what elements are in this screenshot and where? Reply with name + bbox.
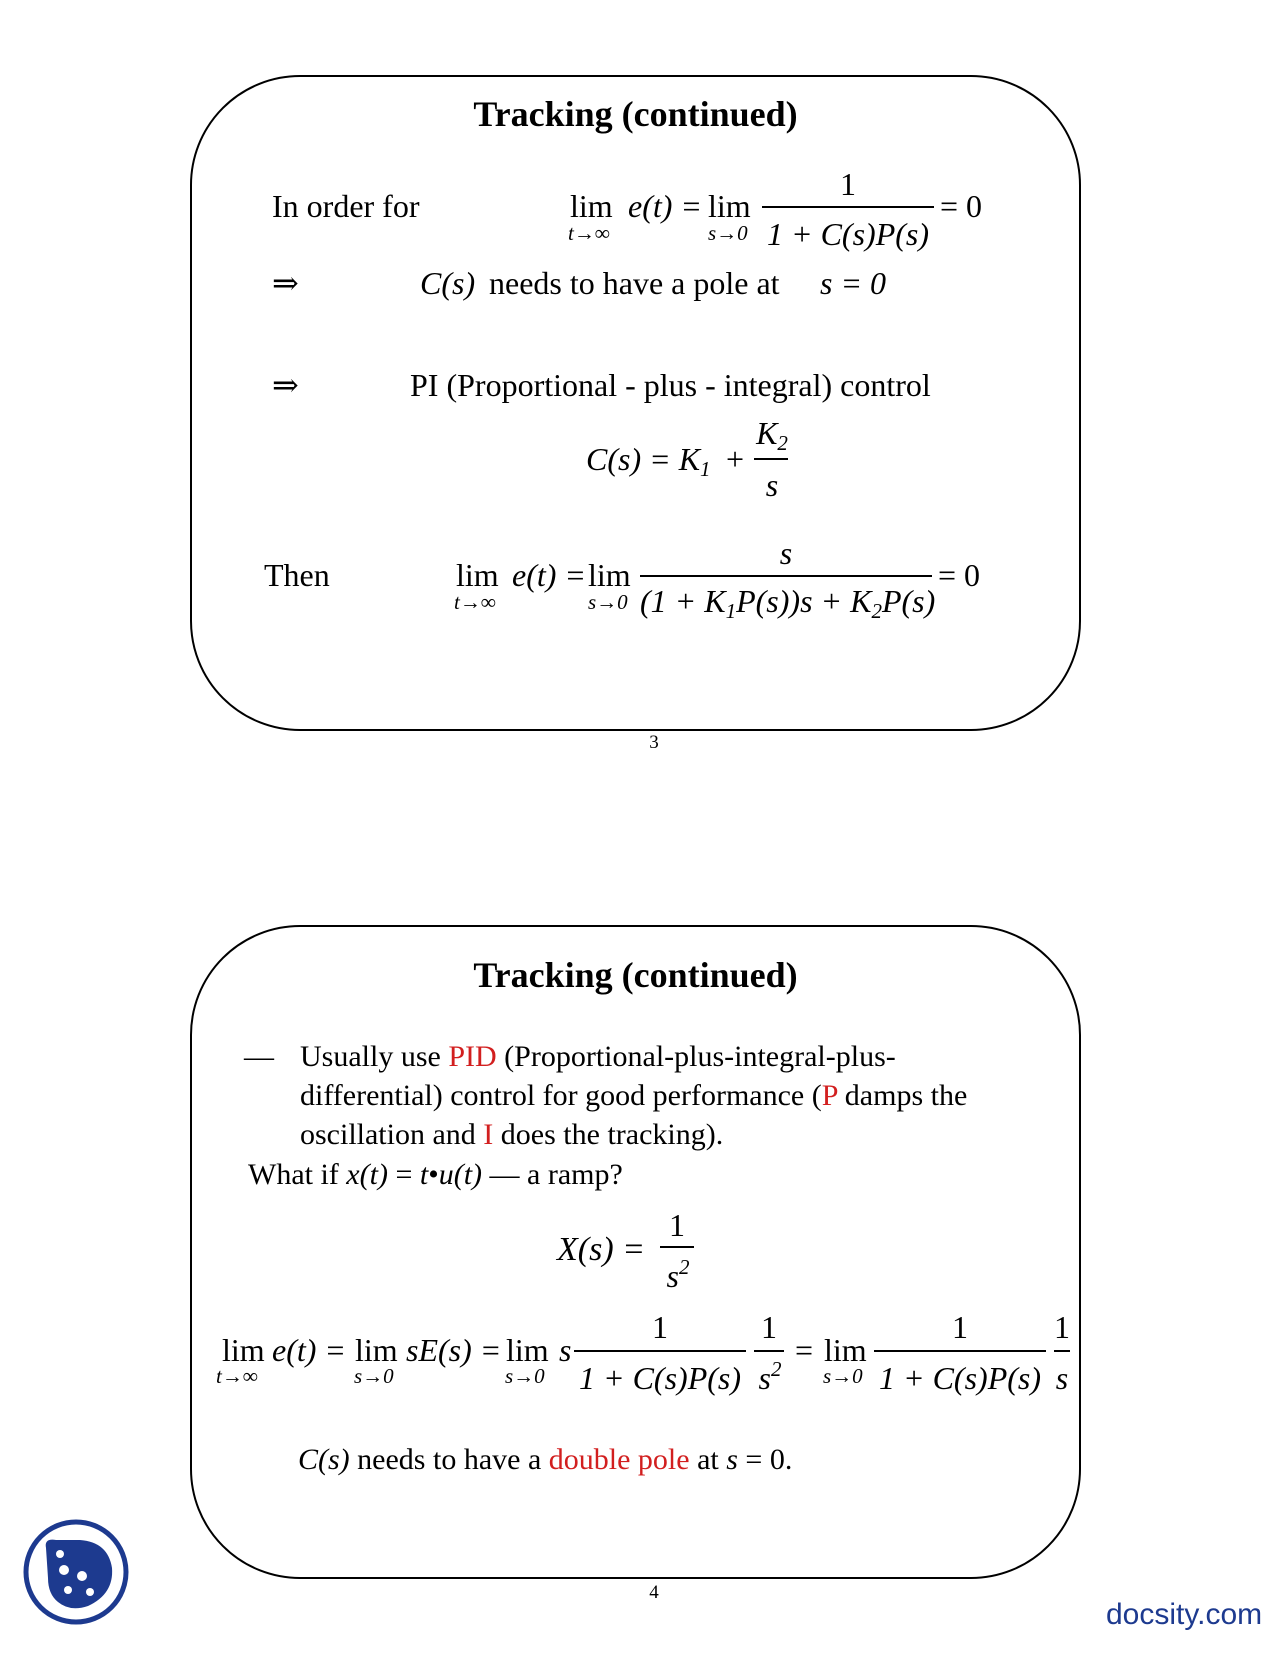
fraction-bar xyxy=(660,1246,694,1248)
lim-subscript: s→0 xyxy=(708,221,748,245)
fraction-bar xyxy=(874,1350,1046,1352)
slide-4 xyxy=(190,925,1081,1579)
double-pole-statement: C(s) needs to have a double pole at s = 0. xyxy=(298,1443,793,1476)
fraction-denominator: s xyxy=(1055,1360,1069,1396)
page-number: 3 xyxy=(649,732,659,753)
lim-operator: lim xyxy=(708,188,751,224)
fraction-bar xyxy=(754,458,788,460)
pid-highlight: PID xyxy=(448,1040,497,1073)
s-times-error: sE(s) = xyxy=(406,1332,502,1368)
fraction-denominator: $s^2$ xyxy=(666,1255,690,1294)
ramp-question: What if x(t) = t•u(t) — a ramp? xyxy=(248,1158,623,1191)
error-function: e(t) = xyxy=(272,1332,346,1368)
lim-operator: lim xyxy=(506,1332,549,1368)
fraction-numerator: 1 xyxy=(952,1309,968,1345)
fraction-denominator: (1 + K1P(s))s + K2P(s) xyxy=(640,583,936,623)
implies-arrow: ⇒ xyxy=(272,265,299,301)
pid-bullet-text: Usually use PID (Proportional-plus-integral-plus- differential) control for good performance (P damps the oscillation and I does the tracking). xyxy=(300,1040,968,1151)
pi-equation-lhs: C(s) = K1 xyxy=(586,441,711,481)
s-factor: s xyxy=(559,1332,572,1368)
fraction-numerator: 1 xyxy=(840,166,856,202)
lim-operator: lim xyxy=(570,188,613,224)
lim-subscript: t→∞ xyxy=(454,590,496,614)
lim-operator: lim xyxy=(222,1332,265,1368)
fraction-bar xyxy=(754,1350,784,1352)
lim-subscript: s→0 xyxy=(823,1364,863,1388)
then-label: Then xyxy=(264,557,330,593)
error-function: e(t) = xyxy=(628,188,702,224)
pi-control-text: PI (Proportional - plus - integral) control xyxy=(410,367,931,403)
lim-subscript: t→∞ xyxy=(568,221,610,245)
fraction-denominator: 1 + C(s)P(s) xyxy=(766,216,929,252)
lim-subscript: s→0 xyxy=(354,1364,394,1388)
page-number: 4 xyxy=(649,1582,659,1603)
fraction-numerator: 1 xyxy=(669,1207,685,1243)
docsity-brand-link[interactable]: docsity.com xyxy=(1106,1598,1263,1631)
lim-subscript: s→0 xyxy=(505,1364,545,1388)
pole-statement: needs to have a pole at xyxy=(489,265,780,301)
bullet-dash: — xyxy=(244,1040,274,1073)
equals-sign: = xyxy=(795,1332,814,1368)
fraction-numerator: 1 xyxy=(1054,1309,1070,1345)
fraction-bar xyxy=(574,1350,746,1352)
s-denominator: s xyxy=(765,467,779,503)
slide-3 xyxy=(190,75,1081,731)
error-function: e(t) = xyxy=(512,557,586,593)
pole-location: s = 0 xyxy=(820,265,887,301)
fraction-denominator: $s^2$ xyxy=(758,1357,782,1396)
docsity-logo-icon[interactable] xyxy=(22,1518,130,1626)
laplace-xs: X(s) = xyxy=(557,1231,646,1268)
plus-sign: + xyxy=(726,441,745,477)
equals-zero: = 0 xyxy=(940,188,983,224)
lim-operator: lim xyxy=(355,1332,398,1368)
i-highlight: I xyxy=(483,1118,494,1151)
controller-cs: C(s) xyxy=(420,265,476,301)
fraction-numerator: 1 xyxy=(761,1309,777,1345)
fraction-numerator: 1 xyxy=(652,1309,668,1345)
lim-operator: lim xyxy=(456,557,499,593)
slide-title: Tracking (continued) xyxy=(473,955,798,995)
in-order-for-label: In order for xyxy=(272,188,420,224)
fraction-numerator: s xyxy=(779,535,793,571)
fraction-bar xyxy=(762,206,934,208)
p-highlight: P xyxy=(821,1079,838,1112)
fraction-bar xyxy=(1054,1350,1070,1352)
k2-numerator: K2 xyxy=(756,415,788,455)
fraction-denominator: 1 + C(s)P(s) xyxy=(578,1360,741,1396)
double-pole-highlight: double pole xyxy=(548,1443,690,1476)
equals-zero: = 0 xyxy=(938,557,981,593)
lim-subscript: t→∞ xyxy=(216,1364,258,1388)
fraction-bar xyxy=(640,575,932,577)
lim-operator: lim xyxy=(588,557,631,593)
lim-subscript: s→0 xyxy=(588,590,628,614)
lim-operator: lim xyxy=(824,1332,867,1368)
fraction-denominator: 1 + C(s)P(s) xyxy=(878,1360,1041,1396)
implies-arrow: ⇒ xyxy=(272,367,299,403)
slide-title: Tracking (continued) xyxy=(473,94,798,134)
